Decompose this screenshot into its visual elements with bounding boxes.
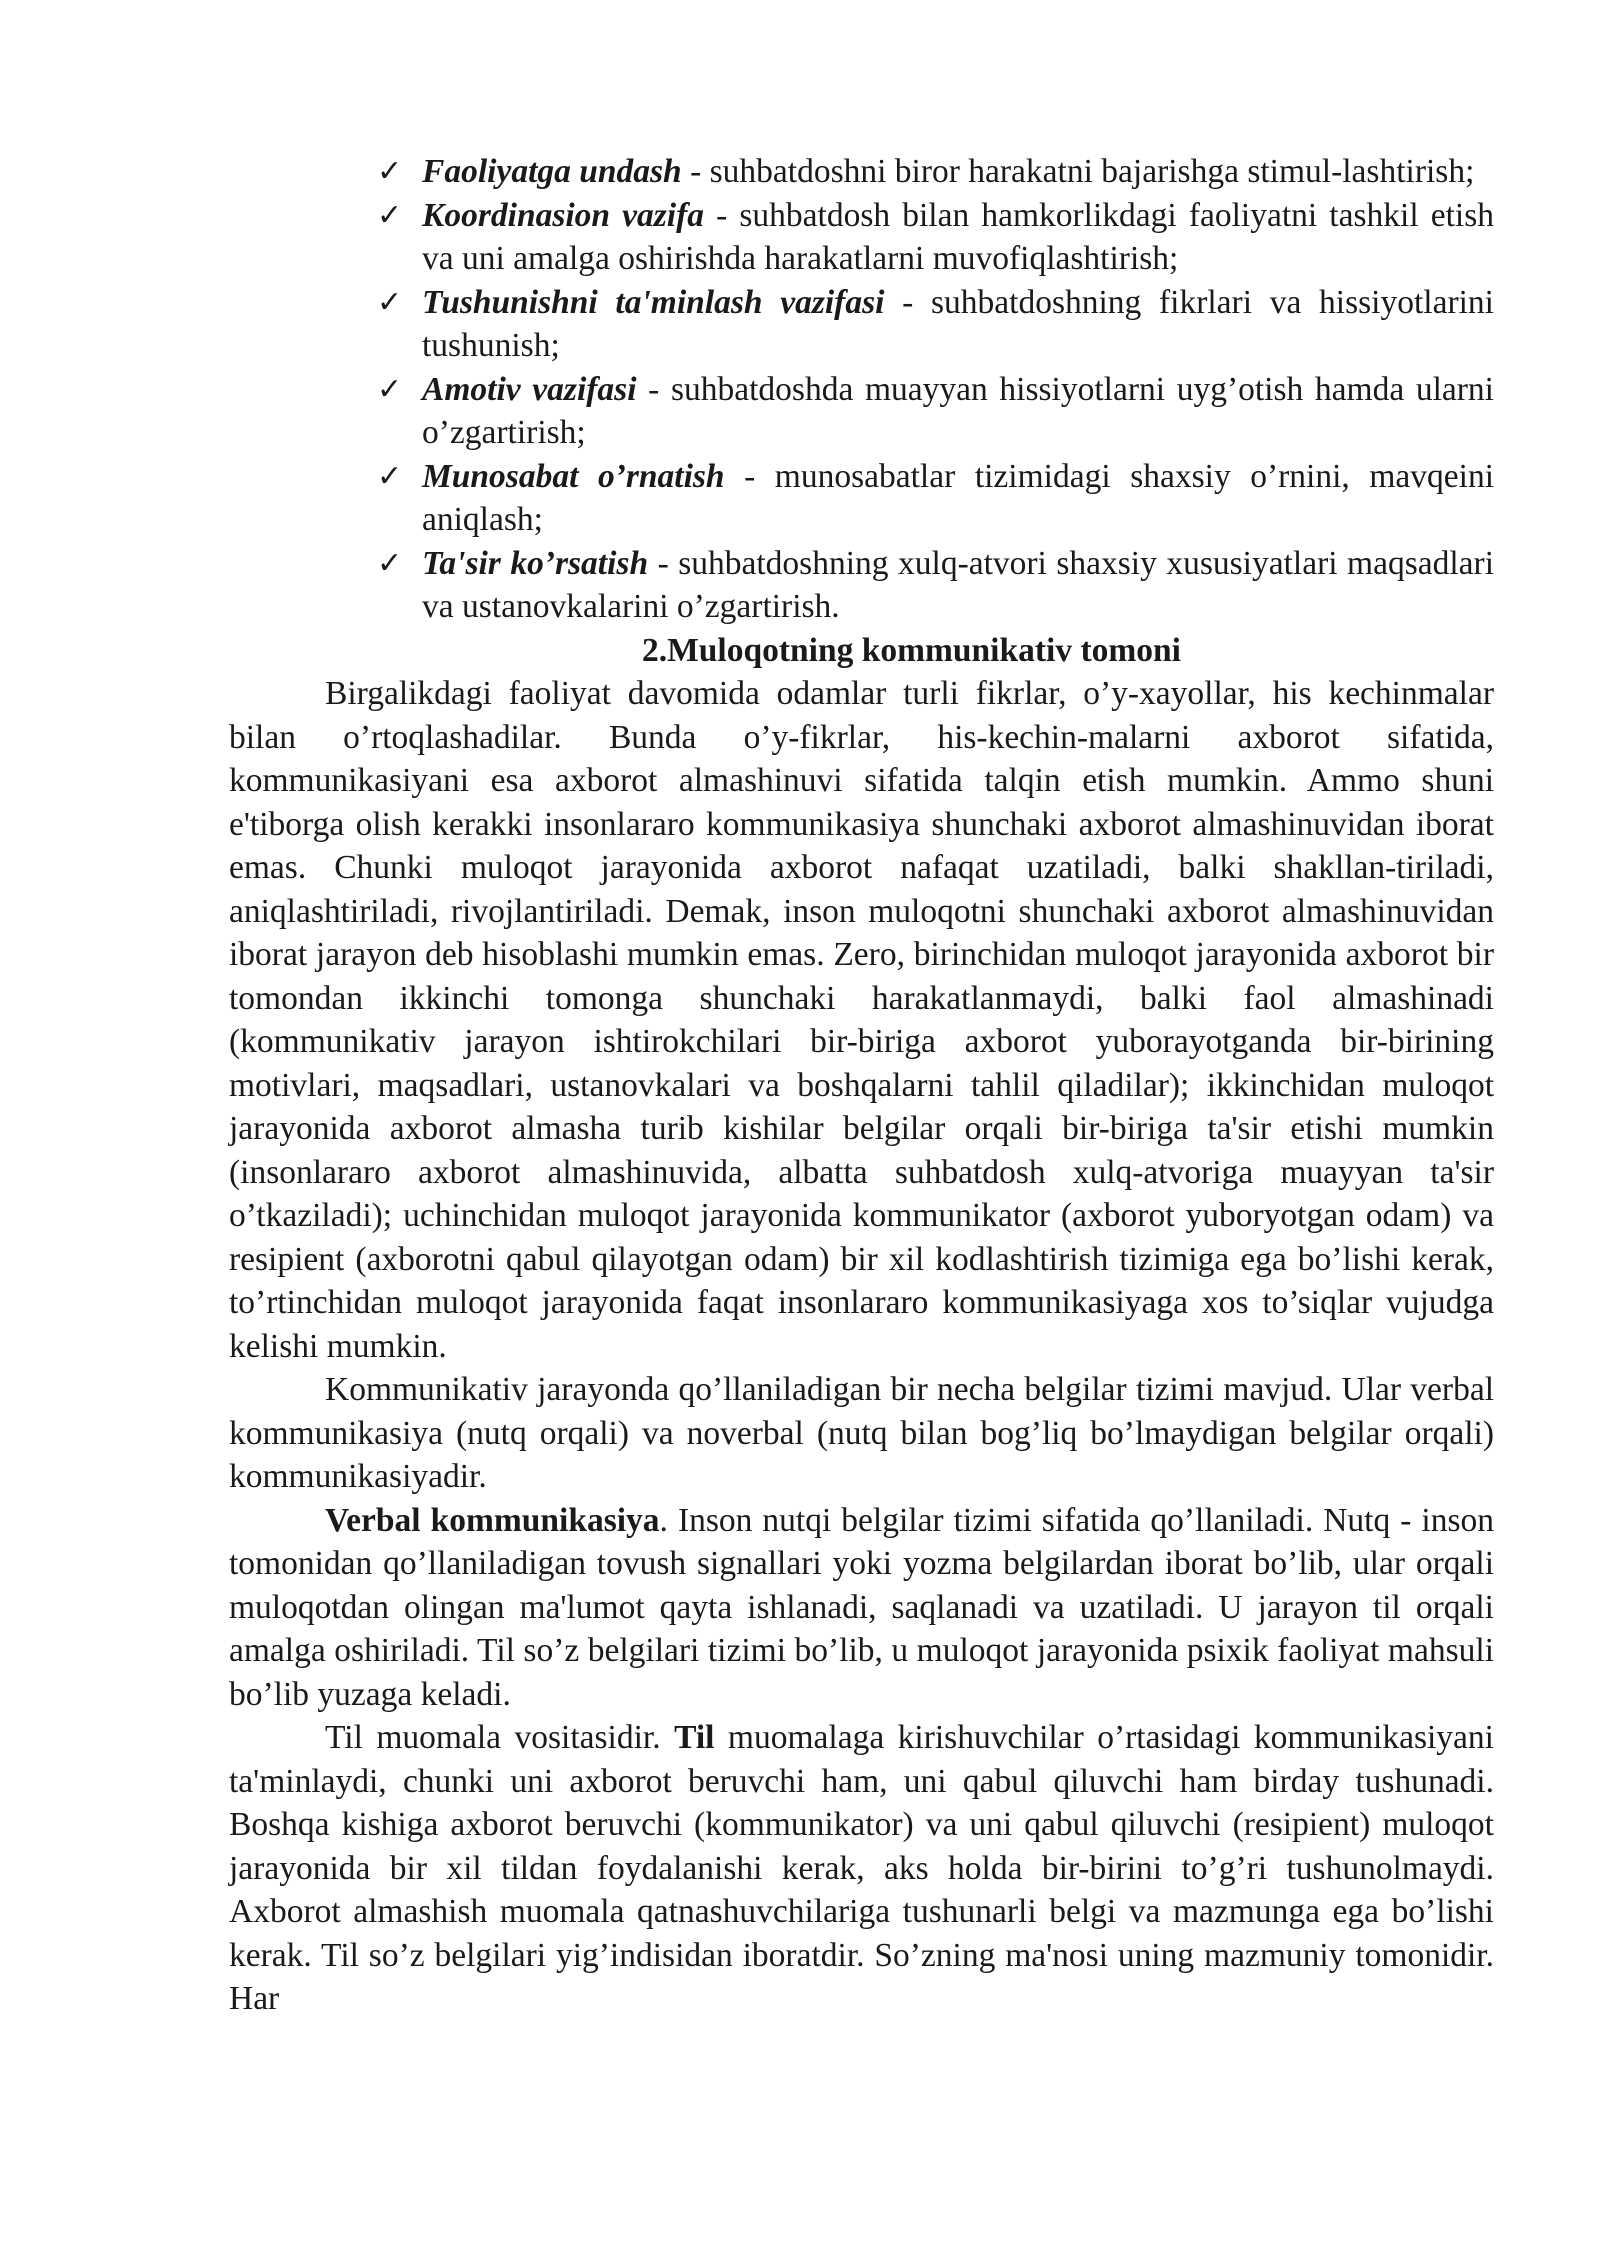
- list-item: [229, 194, 1494, 281]
- list-item-term: Ta'sir ko’rsatish: [422, 544, 649, 582]
- list-item-text: - suhbatdoshda muayyan hissiyotlarni uyg’otish hamda ularni o’zgartirish;: [422, 370, 1494, 451]
- list-item-text: - suhbatdoshni biror harakatni bajarishga stimul-lashtirish;: [681, 153, 1475, 190]
- checkmark-icon: ✓: [377, 197, 403, 233]
- list-item-text: - suhbatdoshning xulq-atvori shaxsiy xususiyatlari maqsadlari va ustanovkalarini o’zgartirish.: [422, 544, 1494, 625]
- checkmark-icon: ✓: [377, 284, 403, 320]
- checkmark-icon: ✓: [377, 458, 403, 494]
- list-item-text: - suhbatdosh bilan hamkorlikdagi faoliyatni tashkil etish va uni amalga oshirishda harakatlarni muvofiqlashtirish;: [422, 196, 1495, 277]
- paragraph-4: [229, 1716, 1494, 2021]
- checkmark-icon: ✓: [377, 545, 403, 581]
- checkmark-icon: ✓: [377, 371, 403, 407]
- paragraph-3: [229, 1499, 1494, 1717]
- list-item-term: Tushunishni ta'minlash vazifasi: [422, 283, 885, 321]
- verbal-communication-term: Verbal kommunikasiya: [325, 1501, 660, 1539]
- functions-checklist: [229, 150, 1494, 629]
- list-item: [229, 150, 1494, 194]
- list-item-text: - suhbatdoshning fikrlari va hissiyotlarini tushunish;: [422, 283, 1494, 364]
- list-item-term: Munosabat o’rnatish: [422, 457, 725, 495]
- list-item-text: - munosabatlar tizimidagi shaxsiy o’rnini, mavqeini aniqlash;: [422, 457, 1494, 538]
- checkmark-icon: ✓: [377, 154, 403, 189]
- paragraph-4-lead: Til muomala vositasidir.: [325, 1719, 675, 1756]
- list-item-term: Koordinasion vazifa: [422, 196, 705, 234]
- paragraph-3-text: . Inson nutqi belgilar tizimi sifatida qo’llaniladi. Nutq - inson tomonidan qo’llaniladigan tovush signallari yoki yozma belgilardan iborat bo’lib, ular orqali muloqotdan olingan ma'lumot qayta ishlanadi, saqlanadi va uzatiladi. U jarayon til orqali amalga oshiriladi. Til so’z belgilari tizimi bo’lib, u muloqot jarayonida psixik faoliyat mahsuli bo’lib yuzaga keladi.: [229, 1501, 1494, 1713]
- list-item-term: Faoliyatga undash: [422, 153, 682, 190]
- list-item: [229, 368, 1494, 455]
- section-heading: 2.Muloqotning kommunikativ tomoni: [642, 631, 1181, 669]
- list-item-term: Amotiv vazifasi: [422, 370, 637, 408]
- document-page: [229, 150, 1494, 2021]
- paragraph-4-text: muomalaga kirishuvchilar o’rtasidagi kommunikasiyani ta'minlaydi, chunki uni axborot beruvchi ham, uni qabul qiluvchi ham birday tushunadi. Boshqa kishiga axborot beruvchi (kommunikator) va uni qabul qiluvchi (resipient) muloqot jarayonida bir xil tildan foydalanishi kerak, aks holda bir-birini to’g’ri tushunolmaydi. Axborot almashish muomala qatnashuvchilariga tushunarli belgi va mazmunga ega bo’lishi kerak. Til so’z belgilari yig’indisidan iboratdir. So’zning ma'nosi uning mazmuniy tomonidir. Har: [229, 1719, 1494, 2017]
- list-item: [229, 455, 1494, 542]
- paragraph-1: Birgalikdagi faoliyat davomida odamlar turli fikrlar, o’y-xayollar, his kechinmalar bilan o’rtoqlashadilar. Bunda o’y-fikrlar, his-kechin-malarni axborot sifatida, kommunikasiyani esa axborot almashinuvi sifatida talqin etish mumkin. Ammo shuni e'tiborga olish kerakki insonlararo kommunikasiya shunchaki axborot almashinuvidan iborat emas. Chunki muloqot jarayonida axborot nafaqat uzatiladi, balki shakllan-tiriladi, aniqlashtiriladi, rivojlantiriladi. Demak, inson muloqotni shunchaki axborot almashinuvidan iborat jarayon deb hisoblashi mumkin emas. Zero, birinchidan muloqot jarayonida axborot bir tomondan ikkinchi tomonga shunchaki harakatlanmaydi, balki faol almashinadi (kommunikativ jarayon ishtirokchilari bir-biriga axborot yuborayotganda bir-birining motivlari, maqsadlari, ustanovkalari va boshqalarni tahlil qiladilar); ikkinchidan muloqot jarayonida axborot almasha turib kishilar belgilar orqali bir-biriga ta'sir etishi mumkin (insonlararo axborot almashinuvida, albatta suhbatdosh xulq-atvoriga muayyan ta'sir o’tkaziladi); uchinchidan muloqot jarayonida kommunikator (axborot yuboryotgan odam) va resipient (axborotni qabul qilayotgan odam) bir xil kodlashtirish tizimiga ega bo’lishi kerak, to’rtinchidan muloqot jarayonida faqat insonlararo kommunikasiyaga xos to’siqlar vujudga kelishi mumkin.: [229, 675, 1494, 1365]
- language-term: Til: [674, 1719, 715, 1756]
- paragraph-2: Kommunikativ jarayonda qo’llaniladigan bir necha belgilar tizimi mavjud. Ular verbal kommunikasiya (nutq orqali) va noverbal (nutq bilan bog’liq bo’lmaydigan belgilar orqali) kommunikasiyadir.: [229, 1371, 1494, 1495]
- list-item: [229, 281, 1494, 368]
- list-item: [229, 542, 1494, 629]
